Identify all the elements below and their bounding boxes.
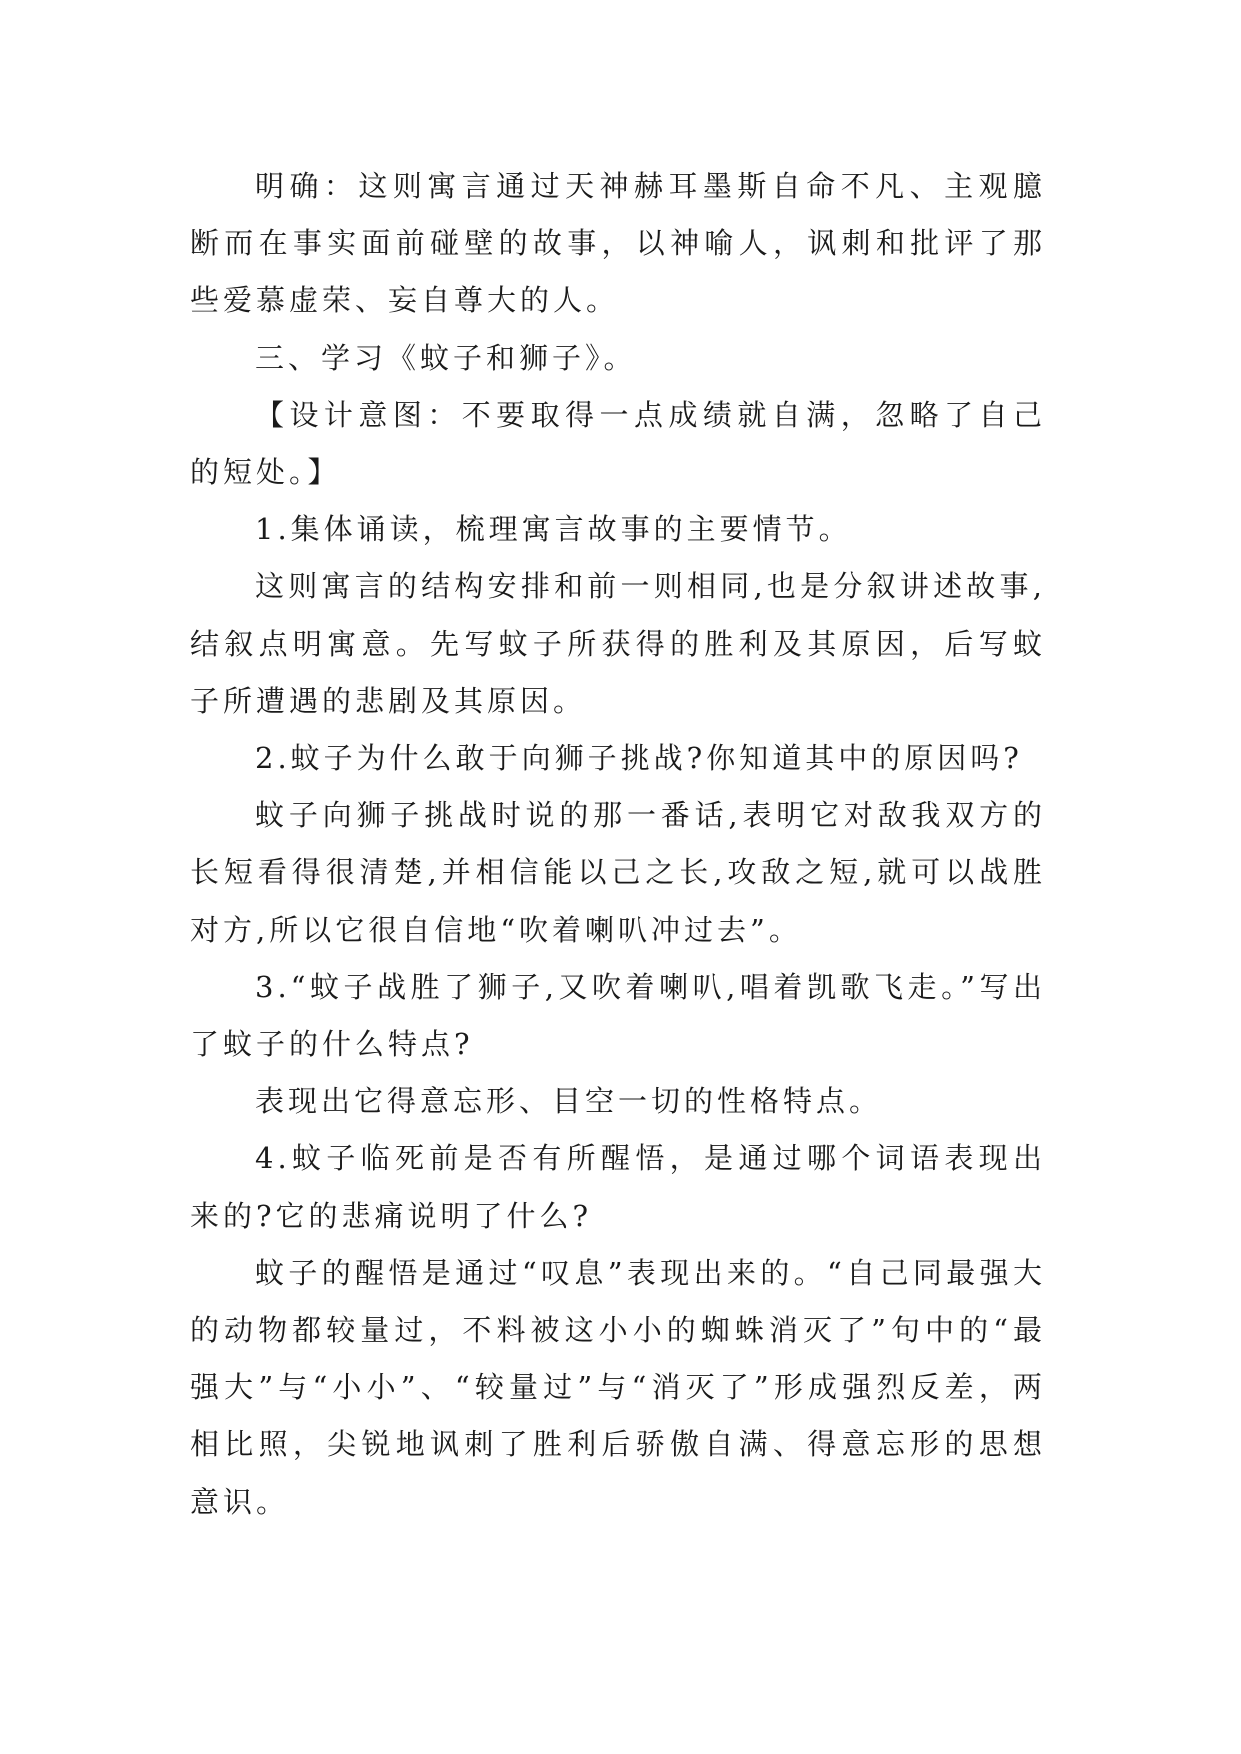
answer-1: 这则寓言的结构安排和前一则相同,也是分叙讲述故事,结叙点明寓意。先写蚊子所获得的胜利及其原因，后写蚊子所遭遇的悲剧及其原因。 xyxy=(190,569,1046,718)
answer-2: 蚊子向狮子挑战时说的那一番话,表明它对敌我双方的长短看得很清楚,并相信能以己之长,攻敌之短,就可以战胜对方,所以它很自信地“吹着喇叭冲过去”。 xyxy=(190,798,1046,947)
question-2: 2.蚊子为什么敢于向狮子挑战?你知道其中的原因吗? xyxy=(255,741,1023,776)
answer-4: 蚊子的醒悟是通过“叹息”表现出来的。“自己同最强大的动物都较量过，不料被这小小的蜘蛛消灭了”句中的“最强大”与“小小”、“较量过”与“消灭了”形成强烈反差，两相比照，尖锐地讽刺了胜利后骄傲自满、得意忘形的思想意识。 xyxy=(190,1255,1046,1519)
question-3: 3.“蚊子战胜了狮子,又吹着喇叭,唱着凯歌飞走。”写出了蚊子的什么特点? xyxy=(190,969,1046,1062)
question-4: 4.蚊子临死前是否有所醒悟，是通过哪个词语表现出来的?它的悲痛说明了什么? xyxy=(190,1141,1046,1233)
document-body xyxy=(190,158,1046,1531)
answer-3: 表现出它得意忘形、目空一切的性格特点。 xyxy=(255,1084,883,1119)
paragraph-conclusion: 明确：这则寓言通过天神赫耳墨斯自命不凡、主观臆断而在事实面前碰壁的故事，以神喻人，讽刺和批评了那些爱慕虚荣、妄自尊大的人。 xyxy=(190,169,1046,318)
design-intent: 【设计意图：不要取得一点成绩就自满，忽略了自己的短处。】 xyxy=(190,397,1046,490)
question-1: 1.集体诵读，梳理寓言故事的主要情节。 xyxy=(255,512,852,547)
section-heading: 三、学习《蚊子和狮子》。 xyxy=(255,340,637,375)
